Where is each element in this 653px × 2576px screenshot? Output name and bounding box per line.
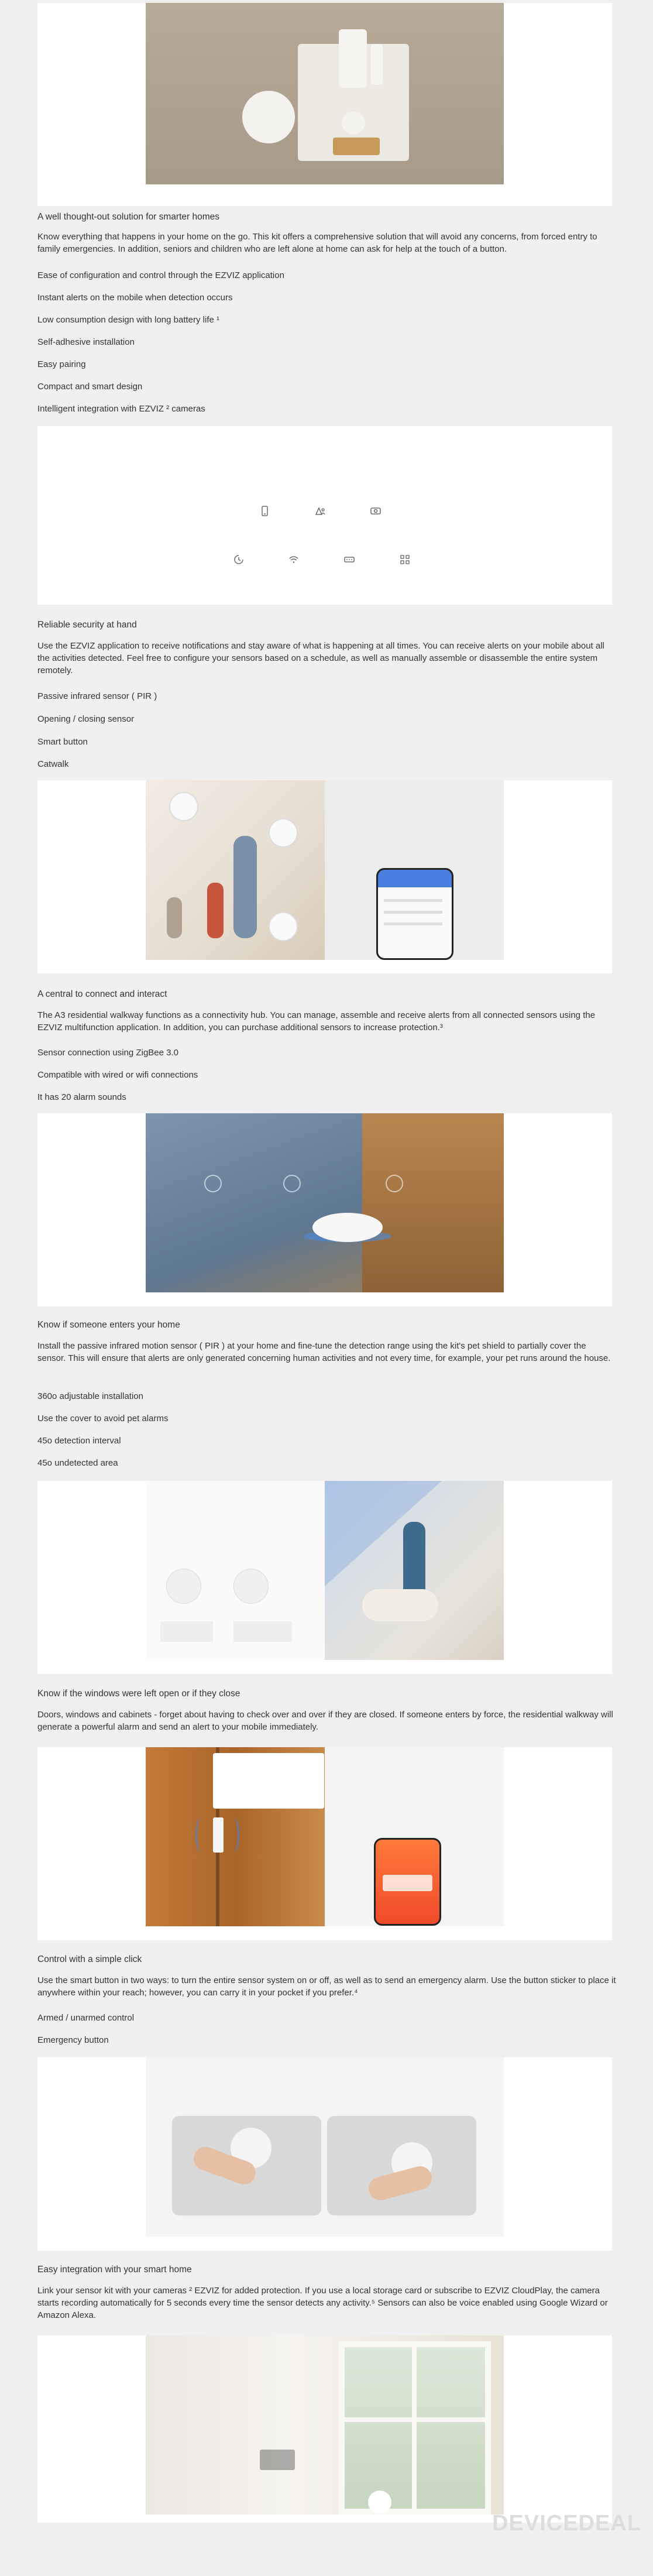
intro-feature: Compact and smart design xyxy=(37,382,143,392)
integration-title-wrap xyxy=(37,2263,617,2276)
grid-icon xyxy=(399,554,411,565)
hub-title-wrap xyxy=(37,988,617,1000)
intro-feature: Instant alerts on the mobile when detection occurs xyxy=(37,293,233,303)
security-feature: Smart button xyxy=(37,737,88,747)
watermark-logo: DEVICEDEAL xyxy=(492,2511,641,2536)
security-feature: Catwalk xyxy=(37,759,69,769)
pir-feature: 360o adjustable installation xyxy=(37,1391,143,1401)
security-feature: Opening / closing sensor xyxy=(37,714,135,724)
button-feature: Emergency button xyxy=(37,2035,109,2045)
security-title-wrap xyxy=(37,619,617,631)
button-body-wrap xyxy=(37,1974,617,1999)
hub-photo xyxy=(146,1113,504,1292)
pir-feature: Use the cover to avoid pet alarms xyxy=(37,1414,169,1424)
hub-feature: Compatible with wired or wifi connections xyxy=(37,1070,198,1080)
security-body-wrap xyxy=(37,640,617,677)
intro-section xyxy=(37,211,617,223)
intro-body-wrap xyxy=(37,231,617,255)
feature-icons-panel xyxy=(37,426,612,605)
hub-body: The A3 residential walkway functions as a connectivity hub. You can manage, assemble and receive alerts from all connected sensors using the EZVIZ multifunction application. In addition, you can purchase additional sensors to increase protection.³ xyxy=(37,1010,596,1033)
battery-icon xyxy=(233,554,245,565)
pir-feature: 45o undetected area xyxy=(37,1458,118,1468)
security-title: Reliable security at hand xyxy=(37,620,137,630)
hub-photo-panel xyxy=(37,1113,612,1306)
door-photo xyxy=(146,1747,504,1926)
camera-icon xyxy=(370,505,382,517)
doors-body: Doors, windows and cabinets - forget about having to check over and over if they are closed. If someone enters by force, the residential walkway will generate a powerful alarm and send an alert to your mobile immediately. xyxy=(37,1710,613,1732)
intro-feature: Self-adhesive installation xyxy=(37,337,135,347)
integration-body-wrap xyxy=(37,2285,617,2321)
intro-feature: Ease of configuration and control through the EZVIZ application xyxy=(37,270,284,280)
doors-title: Know if the windows were left open or if they close xyxy=(37,1689,240,1699)
button-title-wrap xyxy=(37,1953,617,1966)
pir-body-wrap xyxy=(37,1340,617,1364)
intro-title: A well thought-out solution for smarter homes xyxy=(37,212,220,222)
phone-icon xyxy=(259,505,270,517)
hub-feature: It has 20 alarm sounds xyxy=(37,1092,126,1102)
doors-title-wrap xyxy=(37,1687,617,1700)
smart-button-panel xyxy=(37,2057,612,2251)
wifi-icon xyxy=(288,554,300,565)
intro-feature: Intelligent integration with EZVIZ ² cameras xyxy=(37,404,205,414)
keypad-icon xyxy=(343,554,355,565)
button-feature: Armed / unarmed control xyxy=(37,2013,135,2023)
window-photo xyxy=(146,2335,504,2515)
security-feature: Passive infrared sensor ( PIR ) xyxy=(37,691,157,701)
person-alert-icon xyxy=(314,505,326,517)
pir-title-wrap xyxy=(37,1319,617,1331)
button-photo xyxy=(146,2057,504,2237)
button-body: Use the smart button in two ways: to turn the entire sensor system on or off, as well as to send an emergency alarm. Use the button sticker to place it anywhere within your reach; however, you can carry it in your pocket if you prefer.⁴ xyxy=(37,1975,616,1998)
integration-body: Link your sensor kit with your cameras ² EZVIZ for added protection. If you use a local storage card or subscribe to EZVIZ CloudPlay, the camera starts recording automatically for 5 seconds every time the sensor detects any activity.⁵ Sensors can also be voice enabled using Google Wizard or Amazon Alexa. xyxy=(37,2286,608,2320)
pir-title: Know if someone enters your home xyxy=(37,1320,180,1330)
pir-feature: 45o detection interval xyxy=(37,1436,121,1446)
intro-body: Know everything that happens in your home on the go. This kit offers a comprehensive solution that will avoid any concerns, from forced entry to family emergencies. In addition, seniors and children who are left alone at home can ask for help at the touch of a button. xyxy=(37,232,597,254)
button-title: Control with a simple click xyxy=(37,1954,142,1964)
app-phone-mockup xyxy=(376,868,453,960)
doors-body-wrap xyxy=(37,1709,617,1733)
pir-sensor-panel xyxy=(37,1481,612,1674)
pir-photo xyxy=(146,1481,504,1660)
window-scene-panel xyxy=(37,2335,612,2523)
pir-body: Install the passive infrared motion sensor ( PIR ) at your home and fine-tune the detection range using the kit's pet shield to partially cover the sensor. This will ensure that alerts are only generated concerning human activities and not every time, for example, your pet runs around the house. xyxy=(37,1341,611,1363)
hub-body-wrap xyxy=(37,1009,617,1034)
integration-title: Easy integration with your smart home xyxy=(37,2265,192,2275)
intro-feature: Easy pairing xyxy=(37,359,86,369)
alert-phone-mockup xyxy=(374,1838,441,1926)
hub-feature: Sensor connection using ZigBee 3.0 xyxy=(37,1048,178,1058)
family-photo xyxy=(146,780,504,960)
hero-image-panel xyxy=(37,3,612,206)
family-app-panel xyxy=(37,780,612,973)
hub-title: A central to connect and interact xyxy=(37,989,167,999)
intro-feature: Low consumption design with long battery life ¹ xyxy=(37,315,220,325)
door-sensor-panel xyxy=(37,1747,612,1940)
hero-product-photo xyxy=(146,3,504,184)
security-body: Use the EZVIZ application to receive notifications and stay aware of what is happening at all times. You can receive alerts on your mobile about all the activities detected. Feel free to configure your sensors based on a schedule, as well as manually assemble or disassemble the entire system remotely. xyxy=(37,641,604,675)
